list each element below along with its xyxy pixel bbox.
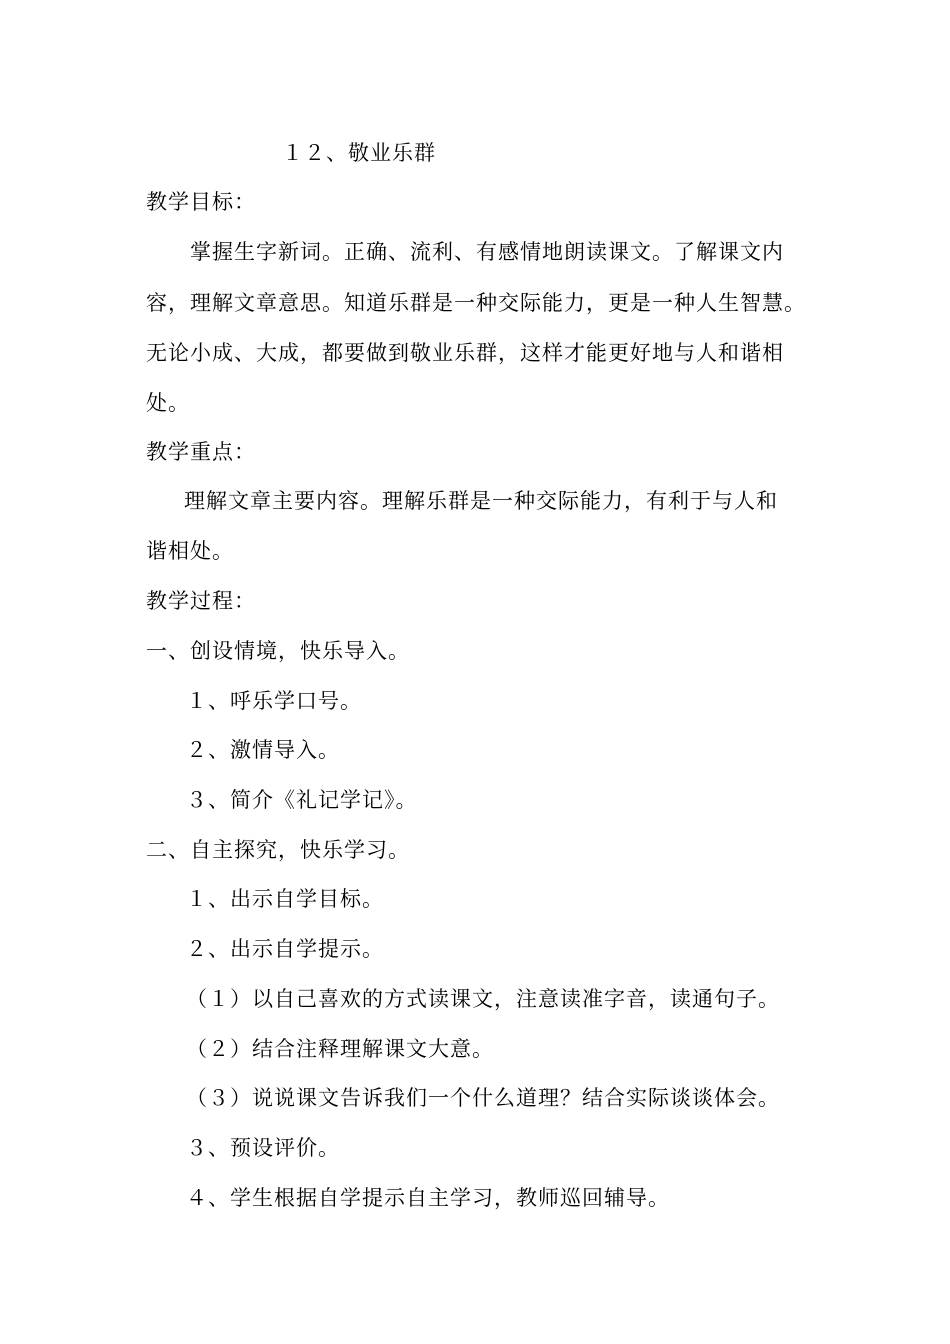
section-1-item: ３、简介《礼记学记》。 bbox=[186, 788, 418, 812]
section-2-item: ２、出示自学提示。 bbox=[186, 937, 384, 961]
section-2-subitem: （１）以自己喜欢的方式读课文，注意读准字音，读通句子。 bbox=[186, 987, 780, 1011]
document-title: １２、敬业乐群 bbox=[282, 141, 436, 165]
process-heading: 教学过程： bbox=[146, 589, 256, 613]
section-1-item: ２、激情导入。 bbox=[186, 738, 340, 762]
section-2-title: 二、自主探究，快乐学习。 bbox=[146, 838, 410, 862]
objectives-line-2: 容，理解文章意思。知道乐群是一种交际能力，更是一种人生智慧。 bbox=[146, 291, 806, 315]
section-2-subitem: （３）说说课文告诉我们一个什么道理？结合实际谈谈体会。 bbox=[186, 1086, 780, 1110]
key-points-line-1: 理解文章主要内容。理解乐群是一种交际能力，有利于与人和 bbox=[184, 489, 778, 513]
objectives-line-4: 处。 bbox=[146, 391, 190, 415]
objectives-line-1: 掌握生字新词。正确、流利、有感情地朗读课文。了解课文内 bbox=[190, 240, 784, 264]
section-2-item: ３、预设评价。 bbox=[186, 1136, 340, 1160]
key-points-line-2: 谐相处。 bbox=[146, 539, 234, 563]
section-2-subitem: （２）结合注释理解课文大意。 bbox=[186, 1037, 494, 1061]
section-1-item: １、呼乐学口号。 bbox=[186, 689, 362, 713]
objectives-line-3: 无论小成、大成，都要做到敬业乐群，这样才能更好地与人和谐相 bbox=[146, 341, 784, 365]
key-points-heading: 教学重点： bbox=[146, 440, 256, 464]
section-2-item: １、出示自学目标。 bbox=[186, 887, 384, 911]
objectives-heading: 教学目标： bbox=[146, 190, 256, 214]
section-2-item: ４、学生根据自学提示自主学习，教师巡回辅导。 bbox=[186, 1186, 670, 1210]
section-1-title: 一、创设情境，快乐导入。 bbox=[146, 639, 410, 663]
